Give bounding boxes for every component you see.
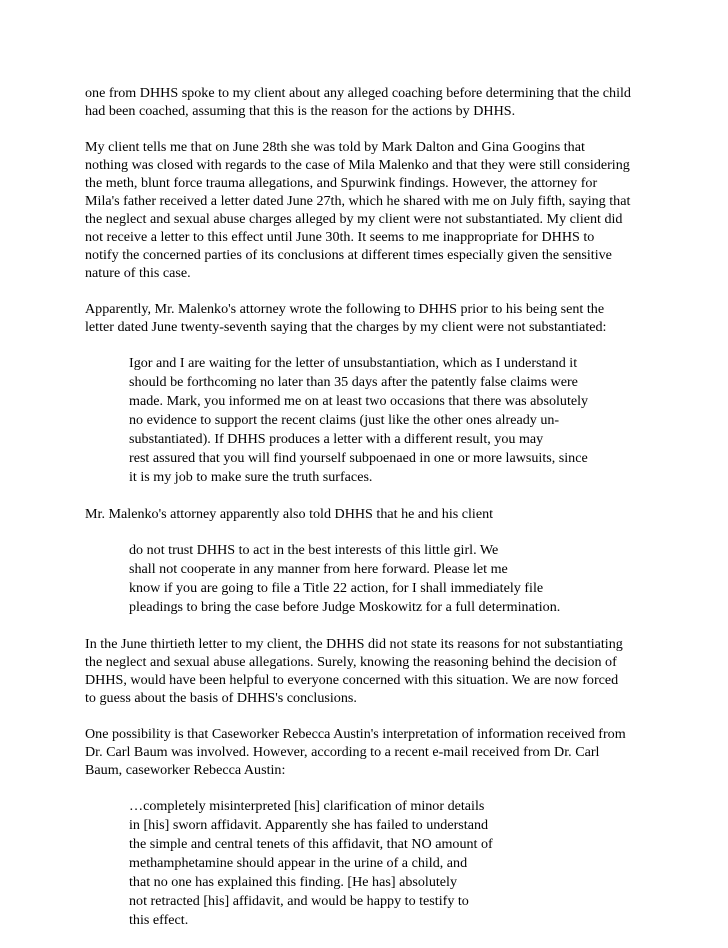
text-line: Mr. Malenko's attorney apparently also told DHHS that he and his client [85,506,494,522]
block-quote-1 [129,354,660,487]
quote-line: know if you are going to file a Title 22 action, for I shall immediately file [129,580,544,596]
paragraph-3 [85,300,660,336]
paragraph-4 [85,505,660,523]
paragraph-1 [85,84,660,120]
text-line: had been coached, assuming that this is the reason for the actions by DHHS. [85,103,516,119]
quote-line: in [his] sworn affidavit. Apparently she has failed to understand [129,817,489,833]
text-line: one from DHHS spoke to my client about any alleged coaching before determining that the child [85,85,631,101]
quote-line: this effect. [129,912,189,928]
paragraph-2 [85,138,660,282]
quote-line: methamphetamine should appear in the urine of a child, and [129,855,468,871]
quote-line: …completely misinterpreted [his] clarification of minor details [129,798,485,814]
text-line: the neglect and sexual abuse allegations. Surely, knowing the reasoning behind the decision of [85,654,617,670]
text-line: Dr. Carl Baum was involved. However, according to a recent e-mail received from Dr. Carl [85,744,600,760]
text-line: Mila's father received a letter dated June 27th, which he shared with me on July fifth, saying that [85,193,631,209]
quote-line: that no one has explained this finding. [He has] absolutely [129,874,457,890]
text-line: not receive a letter to this effect until June 30th. It seems to me inappropriate for DHHS to [85,229,595,245]
text-line: nature of this case. [85,265,191,281]
text-line: the meth, blunt force trauma allegations, and Spurwink findings. However, the attorney for [85,175,598,191]
quote-line: shall not cooperate in any manner from here forward. Please let me [129,561,508,577]
quote-line: no evidence to support the recent claims (just like the other ones already un- [129,412,560,428]
quote-line: pleadings to bring the case before Judge Moskowitz for a full determination. [129,599,561,615]
quote-line: it is my job to make sure the truth surfaces. [129,469,373,485]
paragraph-5 [85,635,660,707]
quote-line: Igor and I are waiting for the letter of unsubstantiation, which as I understand it [129,355,578,371]
text-line: DHHS, would have been helpful to everyone concerned with this situation. We are now forced [85,672,619,688]
document-page [85,84,660,948]
block-quote-3 [129,797,660,930]
text-line: nothing was closed with regards to the case of Mila Malenko and that they were still considering [85,157,630,173]
text-line: notify the concerned parties of its conclusions at different times especially given the sensitive [85,247,612,263]
text-line: Baum, caseworker Rebecca Austin: [85,762,286,778]
quote-line: do not trust DHHS to act in the best interests of this little girl. We [129,542,499,558]
quote-line: made. Mark, you informed me on at least two occasions that there was absolutely [129,393,589,409]
text-line: Apparently, Mr. Malenko's attorney wrote the following to DHHS prior to his being sent the [85,301,605,317]
text-line: the neglect and sexual abuse charges alleged by my client were not substantiated. My client did [85,211,623,227]
quote-line: not retracted [his] affidavit, and would be happy to testify to [129,893,469,909]
quote-line: substantiated). If DHHS produces a letter with a different result, you may [129,431,544,447]
text-line: One possibility is that Caseworker Rebecca Austin's interpretation of information received from [85,726,626,742]
text-line: In the June thirtieth letter to my client, the DHHS did not state its reasons for not substantiating [85,636,623,652]
text-line: letter dated June twenty-seventh saying that the charges by my client were not substantiated: [85,319,607,335]
quote-line: the simple and central tenets of this affidavit, that NO amount of [129,836,493,852]
quote-line: should be forthcoming no later than 35 days after the patently false claims were [129,374,578,390]
block-quote-2 [129,541,660,617]
text-line: to guess about the basis of DHHS's conclusions. [85,690,357,706]
quote-line: rest assured that you will find yourself subpoenaed in one or more lawsuits, since [129,450,588,466]
text-line: My client tells me that on June 28th she was told by Mark Dalton and Gina Googins that [85,139,585,155]
paragraph-6 [85,725,660,779]
